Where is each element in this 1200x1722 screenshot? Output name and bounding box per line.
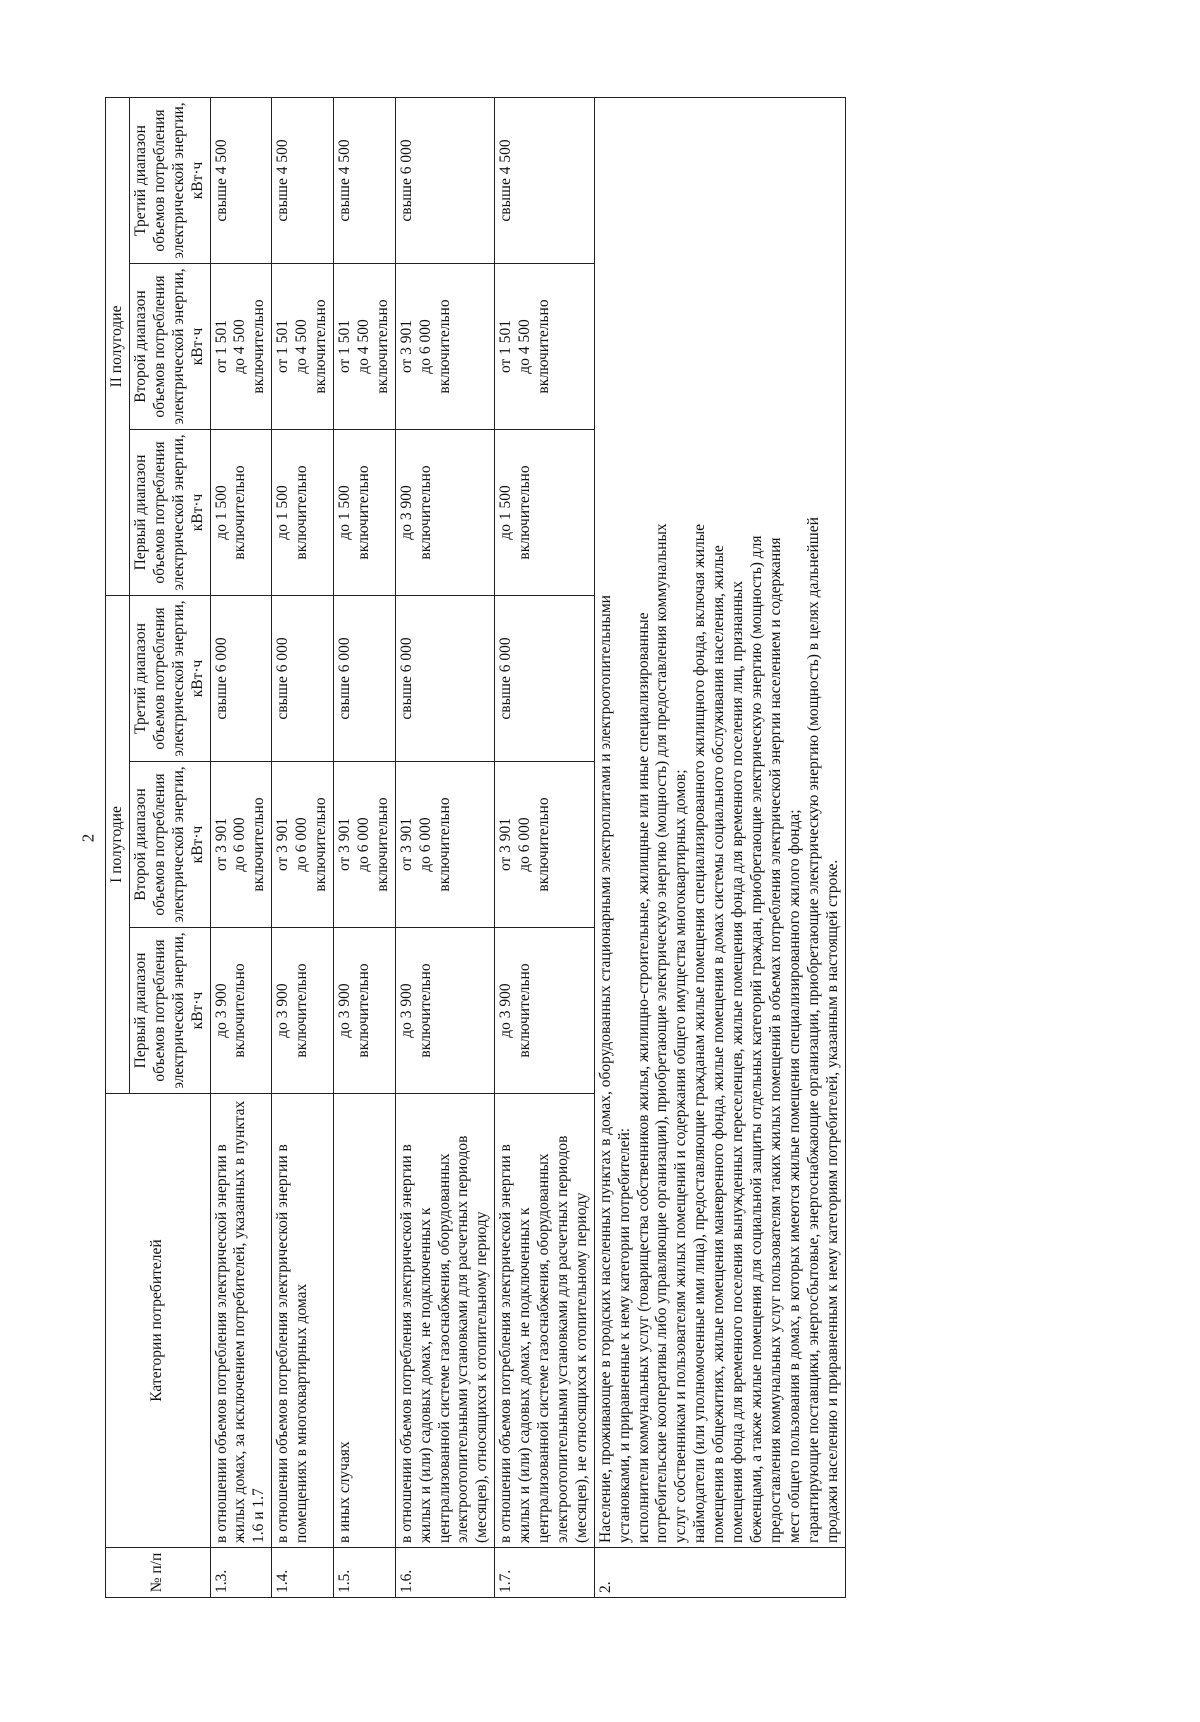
range-value: до 4 500 [231, 319, 249, 374]
range-cell [333, 97, 395, 263]
range-cell [333, 263, 395, 429]
row-number: 1.4. [272, 1548, 334, 1598]
row-number: 1.7. [495, 1548, 595, 1598]
header-range: Третий диапазон объемов потребления электрической энергии, кВт·ч [129, 97, 210, 263]
description-line: помещения в общежитиях, жилые помещения маневренного фонда, жилые помещения в домах системы социального обслуживания населения, жилые [710, 545, 728, 1543]
range-cell [495, 429, 595, 595]
range-value: до 3 900 [212, 983, 230, 1038]
range-cell [395, 595, 495, 761]
range-value: до 6 000 [231, 817, 249, 872]
description-line: мест общего пользования в домах, в которых имеются жилые помещения специализированного жилого фонда; [785, 809, 803, 1543]
description-line: установками, и приравненные к нему категории потребителей: [615, 1127, 633, 1543]
range-cell [272, 97, 334, 263]
range-value: свыше 4 500 [497, 139, 515, 222]
range-value: включительно [516, 465, 534, 560]
page-number: 2 [78, 833, 98, 843]
range-value: до 1 500 [212, 485, 230, 540]
header-row-1 [106, 97, 130, 1597]
range-value: свыше 4 500 [274, 139, 292, 222]
range-value: свыше 4 500 [335, 139, 353, 222]
table-row [333, 97, 395, 1597]
category-cell: в отношении объемов потребления электрической энергии в жилых и (или) садовых домах, не подключенных к централизованной системе газоснабжения, оборудованных электроотопительными установками для расчетных периодов (месяцев), не относящихся к отопительному периоду [495, 1094, 595, 1548]
range-cell [333, 429, 395, 595]
category-cell: в отношении объемов потребления электрической энергии в жилых и (или) садовых домах, не подключенных к централизованной системе газоснабжения, оборудованных электроотопительными установками для расчетных периодов (месяцев), относящихся к отопительному периоду [395, 1094, 495, 1548]
row-number: 1.3. [210, 1548, 272, 1598]
range-value: включительно [250, 797, 268, 892]
range-value: свыше 4 500 [212, 139, 230, 222]
range-value: включительно [416, 963, 434, 1058]
range-cell [210, 762, 272, 928]
header-range: Третий диапазон объемов потребления электрической энергии, кВт·ч [129, 595, 210, 761]
range-value: включительно [435, 299, 453, 394]
range-cell [210, 928, 272, 1094]
range-cell [272, 762, 334, 928]
range-cell [333, 762, 395, 928]
header-num: № п/п [106, 1548, 211, 1598]
header-range: Второй диапазон объемов потребления электрической энергии, кВт·ч [129, 762, 210, 928]
header-half-1: I полугодие [106, 595, 130, 1093]
range-cell [395, 263, 495, 429]
description-line: потребительские кооперативы либо управляющие организации), приобретающие электрическую энергию (мощность) для предоставления коммунальных [653, 523, 671, 1543]
range-cell [495, 263, 595, 429]
range-value: от 3 901 [274, 817, 292, 872]
range-value: до 6 000 [416, 319, 434, 374]
range-value: до 6 000 [354, 817, 372, 872]
range-cell [395, 928, 495, 1094]
table-row [594, 97, 845, 1597]
range-value: включительно [354, 465, 372, 560]
range-value: включительно [231, 465, 249, 560]
range-value: свыше 6 000 [274, 637, 292, 720]
range-value: свыше 6 000 [397, 637, 415, 720]
range-cell [210, 263, 272, 429]
range-value: свыше 6 000 [497, 637, 515, 720]
header-range: Второй диапазон объемов потребления электрической энергии, кВт·ч [129, 263, 210, 429]
range-value: свыше 6 000 [335, 637, 353, 720]
range-cell [272, 429, 334, 595]
range-value: свыше 6 000 [397, 139, 415, 222]
range-value: до 3 900 [397, 983, 415, 1038]
header-range: Первый диапазон объемов потребления электрической энергии, кВт·ч [129, 429, 210, 595]
tariff-table [105, 97, 846, 1598]
range-value: от 1 501 [497, 319, 515, 374]
range-value: до 6 000 [416, 817, 434, 872]
range-value: включительно [535, 299, 553, 394]
range-cell [495, 97, 595, 263]
range-cell [333, 928, 395, 1094]
range-cell [395, 97, 495, 263]
range-value: до 6 000 [516, 817, 534, 872]
range-value: до 3 900 [335, 983, 353, 1038]
table-row [495, 97, 595, 1597]
range-value: включительно [250, 299, 268, 394]
description-line: гарантирующие поставщики, энергосбытовые, энергоснабжающие организации, приобретающие электрическую энергию (мощность) в целях дальнейшей [804, 517, 822, 1543]
range-cell [333, 595, 395, 761]
category-cell: в иных случаях [333, 1094, 395, 1548]
range-value: от 1 501 [274, 319, 292, 374]
description-line: услуг собственникам и пользователям жилых помещений и содержания общего имущества многоквартирных домов; [672, 769, 690, 1543]
range-value: от 3 901 [212, 817, 230, 872]
population-description [594, 97, 845, 1547]
description-line: исполнители коммунальных услуг (товарищества собственников жилья, жилищно-строительные, жилищные или иные специализированные [634, 612, 652, 1543]
description-line: помещения фонда для временного поселения вынужденных переселенцев, жилые помещения фонда для временного поселения лиц, признанных [729, 580, 747, 1543]
header-category: Категории потребителей [106, 1094, 211, 1548]
row-number: 2. [594, 1548, 845, 1598]
table-row [272, 97, 334, 1597]
header-range: Первый диапазон объемов потребления электрической энергии, кВт·ч [129, 928, 210, 1094]
range-value: до 3 900 [274, 983, 292, 1038]
range-value: до 4 500 [293, 319, 311, 374]
range-cell [210, 429, 272, 595]
range-value: включительно [293, 963, 311, 1058]
description-line: Население, проживающее в городских населенных пунктах в домах, оборудованных стационарными электроплитами и электроотопительными [596, 595, 614, 1543]
range-value: включительно [373, 797, 391, 892]
category-cell: в отношении объемов потребления электрической энергии в жилых домах, за исключением потребителей, указанных в пунктах 1.6 и 1.7 [210, 1094, 272, 1548]
range-value: включительно [416, 465, 434, 560]
range-value: до 1 500 [497, 485, 515, 540]
description-line: беженцами, а также жилые помещения для социальной защиты отдельных категорий граждан, приобретающие электрическую энергию (мощность) для [748, 535, 765, 1543]
range-value: от 3 901 [335, 817, 353, 872]
range-value: от 3 901 [497, 817, 515, 872]
description-line: предоставления коммунальных услуг пользователям таких жилых помещений в объемах потребления электрической энергии населением и содержания [766, 537, 784, 1543]
range-value: включительно [373, 299, 391, 394]
range-cell [272, 263, 334, 429]
range-value: от 3 901 [397, 817, 415, 872]
table-body [210, 97, 845, 1597]
range-value: от 3 901 [397, 319, 415, 374]
range-cell [395, 429, 495, 595]
range-value: включительно [516, 963, 534, 1058]
range-value: до 4 500 [516, 319, 534, 374]
range-value: включительно [293, 465, 311, 560]
range-value: до 3 900 [397, 485, 415, 540]
range-value: включительно [231, 963, 249, 1058]
range-cell [495, 928, 595, 1094]
range-value: до 3 900 [497, 983, 515, 1038]
rotated-page [105, 98, 1075, 1598]
range-value: включительно [312, 299, 330, 394]
category-cell: в отношении объемов потребления электрической энергии в помещениях в многоквартирных домах [272, 1094, 334, 1548]
range-cell [272, 595, 334, 761]
description-line: наймодатели (или уполномоченные ими лица), предоставляющие гражданам жилые помещения специализированного жилищного фонда, включая жилые [691, 523, 709, 1543]
table-row [210, 97, 272, 1597]
range-value: включительно [354, 963, 372, 1058]
range-value: до 6 000 [293, 817, 311, 872]
range-cell [495, 762, 595, 928]
range-cell [495, 595, 595, 761]
header-half-2: II полугодие [106, 97, 130, 595]
range-value: от 1 501 [335, 319, 353, 374]
range-value: включительно [435, 797, 453, 892]
range-cell [210, 97, 272, 263]
range-cell [395, 762, 495, 928]
range-cell [272, 928, 334, 1094]
range-value: свыше 6 000 [212, 637, 230, 720]
row-number: 1.6. [395, 1548, 495, 1598]
range-value: до 1 500 [335, 485, 353, 540]
range-value: от 1 501 [212, 319, 230, 374]
range-value: включительно [535, 797, 553, 892]
range-value: до 4 500 [354, 319, 372, 374]
row-number: 1.5. [333, 1548, 395, 1598]
range-value: до 1 500 [274, 485, 292, 540]
table-row [395, 97, 495, 1597]
range-value: включительно [312, 797, 330, 892]
range-cell [210, 595, 272, 761]
description-line: продажи населению и приравненным к нему категориям потребителей, указанным в настоящей строке. [823, 859, 841, 1543]
